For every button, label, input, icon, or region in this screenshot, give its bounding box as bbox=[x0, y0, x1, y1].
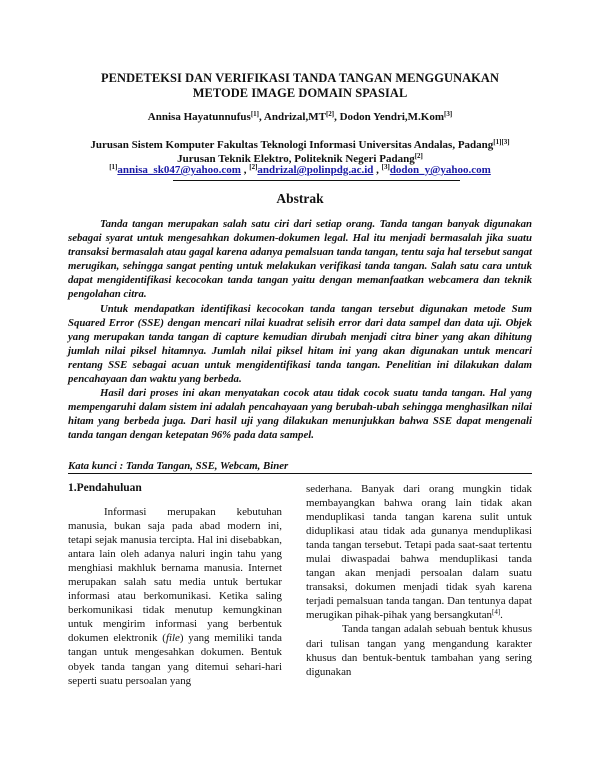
email-link[interactable]: dodon_y@yahoo.com bbox=[389, 164, 491, 176]
title-line-1: PENDETEKSI DAN VERIFIKASI TANDA TANGAN MENGGUNAKAN bbox=[101, 71, 499, 85]
body-paragraph: Informasi merupakan kebutuhan manusia, bukan saja pada abad modern ini, tetapi sejak manusia tercipta. Hal ini disebabkan, antara lain oleh adanya naluri ingin tahu yang menghiasi makhluk bernama manusia. Internet merupakan salah satu media untuk bertukar informasi atau berkomunikasi. Ketika saling berkomunikasi tidak menutup kemungkinan untuk mengirim informasi yang berbentuk dokumen elektronik (file) yang memiliki tanda tangan untuk mengesahkan dokumen. Bentuk obyek tanda tangan yang ditemui sehari-hari seperti suatu persoalan yang bbox=[68, 506, 282, 687]
author-ref: [3] bbox=[444, 110, 453, 118]
affiliation-line: Jurusan Teknik Elektro, Politeknik Negeri Padang[2] bbox=[177, 152, 423, 165]
abstract-paragraph: Untuk mendapatkan identifikasi kecocokan tanda tangan tersebut digunakan metode Sum Squared Error (SSE) dengan mencari nilai kuadrat selisih error dari data sampel dan data uji. Objek yang merupakan tanda tangan di capture kemudian dirubah menjadi citra biner yang akan dihitung jumlah nilai piksel hitamnya. Jumlah nilai piksel hitam ini yang akan digunakan untuk mencari rentang SSE sebagai acuan untuk mengidentifikasi tanda tangan. Penelitian ini dilakukan dalam pencahayaan dan waktu yang berbeda. bbox=[68, 302, 532, 386]
citation-ref: [4] bbox=[492, 608, 501, 617]
body-paragraph: sederhana. Banyak dari orang mungkin tidak membayangkan bahwa orang lain tidak akan menduplikasi tanda tangan karena sulit untuk diduplikasi atau tidak ada gunanya menduplikasi tanda tangan tersebut. Tetapi pada saat-saat tertentu mulai diwaspadai bahwa menduplikasi tanda tangan akan menjadi persoalan dalam suatu transaksi, dokumen menjadi tidak syah karena terjadi pemalsuan tanda tangan. Dan tentunya dapat merugikan pihak-pihak yang bersangkutan[4]. bbox=[306, 483, 532, 622]
author-ref: [1] bbox=[250, 110, 259, 118]
email-list: [1]annisa_sk047@yahoo.com , [2]andrizal@polinpdg.ac.id , [3]dodon_y@yahoo.com bbox=[109, 163, 491, 176]
title-line-2: METODE IMAGE DOMAIN SPASIAL bbox=[192, 86, 408, 100]
email-link[interactable]: annisa_sk047@yahoo.com bbox=[117, 164, 241, 176]
author-ref: [2] bbox=[325, 110, 335, 118]
abstract-body bbox=[68, 217, 532, 443]
keywords-divider bbox=[68, 473, 532, 474]
author-name: Andrizal,MT bbox=[263, 111, 326, 123]
affiliation-line: Jurusan Sistem Komputer Fakultas Teknologi Informasi Universitas Andalas, Padang[1][3] bbox=[90, 138, 510, 151]
paper-title bbox=[60, 71, 540, 101]
abstract-paragraph: Hasil dari proses ini akan menyatakan cocok atau tidak cocok suatu tanda tangan. Hal yang mempengaruhi dalam sistem ini adalah pencahayaan yang berubah-ubah sehingga menghasilkan nilai hitam yang berbeda juga. Dari hasil uji yang dilakukan menunjukkan bahwa SSE dapat mengenali tanda tangan dengan ketepatan 96% pada data sampel. bbox=[68, 387, 532, 442]
author-name: Dodon Yendri,M.Kom bbox=[339, 111, 445, 123]
header-divider bbox=[173, 180, 460, 181]
author-list: Annisa Hayatunnufus[1], Andrizal,MT[2], Dodon Yendri,M.Kom[3] bbox=[147, 110, 453, 123]
body-column-right bbox=[306, 482, 532, 679]
keywords: Kata kunci : Tanda Tangan, SSE, Webcam, Biner bbox=[68, 460, 289, 472]
abstract-heading: Abstrak bbox=[276, 191, 324, 206]
abstract-paragraph: Tanda tangan merupakan salah satu ciri dari setiap orang. Tanda tangan banyak digunakan sebagai syarat untuk mengesahkan dokumen-dokumen legal. Hal itu menjadi bermasalah jika suatu transaksi bermasalah atau gagal karena adanya pemalsuan tanda tangan, tentu saja hal tersebut sangat merugikan, sehingga sangat penting untuk melakukan verifikasi tanda tangan. Salah satu cara untuk dapat mengidentifikasi kecocokan tanda tangan yaitu dengan memanfaatkan webcamera dan teknik pengolahan citra. bbox=[68, 218, 532, 301]
section-heading: 1.Pendahuluan bbox=[68, 482, 142, 494]
body-paragraph: Tanda tangan adalah sebuah bentuk khusus dari tulisan tangan yang mengandung karakter khusus dan bentuk-bentuk tambahan yang sering digunakan bbox=[306, 623, 532, 678]
email-link[interactable]: andrizal@polinpdg.ac.id bbox=[257, 164, 374, 176]
author-name: Annisa Hayatunnufus bbox=[147, 111, 251, 123]
affiliations bbox=[40, 138, 560, 166]
body-column-left bbox=[68, 505, 282, 688]
